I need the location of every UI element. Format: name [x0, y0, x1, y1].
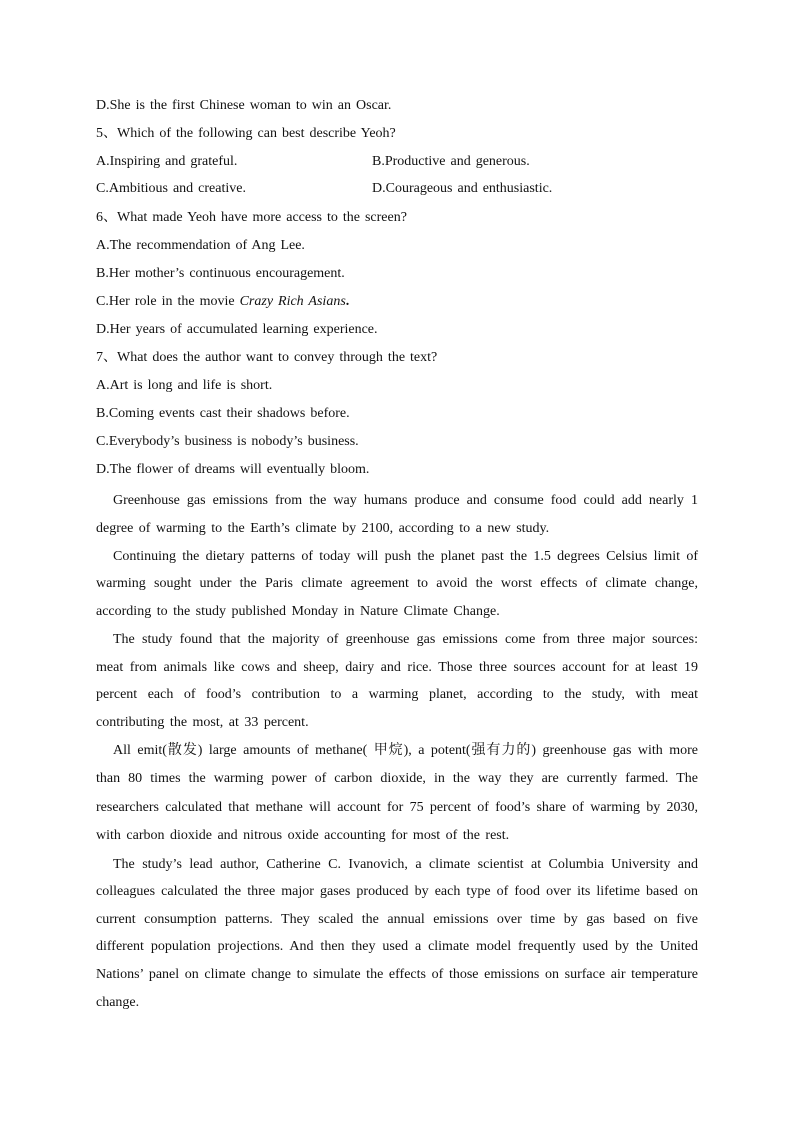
passage-paragraph-4-text: All emit(散发) large amounts of methane( 甲烷), a potent(强有力的) greenhouse gas with more than 80 times the warming power of carbon dioxide, in the way they are currently farmed. The researchers calculated that methane will account for 75 percent of food’s share of warming by 2030, with carbon dioxide and nitrous oxide accounting for most of the rest.	[96, 743, 698, 843]
q6-option-d: D.Her years of accumulated learning experience.	[96, 322, 378, 337]
q6-option-b: B.Her mother’s continuous encouragement.	[96, 266, 345, 281]
passage-paragraph-5-text: The study’s lead author, Catherine C. Ivanovich, a climate scientist at Columbia University and colleagues calculated the three major gases produced by each type of food over its lifetime based on current consumption patterns. They scaled the annual emissions over time by gas based on five different population projections. And then they used a climate model frequently used by the United Nations’ panel on climate change to simulate the effects of those emissions on surface air temperature change.	[96, 856, 698, 1010]
q6-option-c-prefix: C.Her role in the movie	[96, 294, 240, 309]
q6-option-c-suffix: .	[345, 294, 350, 309]
q5-option-c: C.Ambitious and creative.	[96, 181, 246, 196]
q6-option-c	[96, 291, 698, 319]
passage-paragraph-2-text: Continuing the dietary patterns of today will push the planet past the 1.5 degrees Celsius limit of warming sought under the Paris climate agreement to avoid the worst effects of climate change, according to the study published Monday in Nature Climate Change.	[96, 548, 698, 619]
q5-option-d: D.Courageous and enthusiastic.	[372, 181, 553, 196]
q6-option-c-movie-title: Crazy Rich Asians	[239, 294, 346, 309]
q7-option-d: D.The flower of dreams will eventually bloom.	[96, 462, 370, 477]
q7-option-c: C.Everybody’s business is nobody’s business.	[96, 434, 359, 449]
passage-paragraph-5	[96, 851, 698, 1017]
q4-option-d: D.She is the first Chinese woman to win an Oscar.	[96, 98, 392, 113]
document-page	[96, 95, 698, 1017]
q5-options-row-1	[96, 151, 698, 178]
q7-question: 7、What does the author want to convey through the text?	[96, 350, 438, 365]
q5-option-b: B.Productive and generous.	[372, 154, 530, 169]
q5-options-row-2	[96, 178, 698, 207]
passage-paragraph-1-text: Greenhouse gas emissions from the way humans produce and consume food could add nearly 1 degree of warming to the Earth’s climate by 2100, according to a new study.	[96, 493, 698, 536]
q6-question: 6、What made Yeoh have more access to the screen?	[96, 210, 407, 225]
q7-option-a: A.Art is long and life is short.	[96, 378, 273, 393]
passage-paragraph-2	[96, 543, 698, 626]
q5-option-a: A.Inspiring and grateful.	[96, 154, 238, 169]
q7-option-b: B.Coming events cast their shadows before.	[96, 406, 350, 421]
passage-paragraph-4	[96, 737, 698, 850]
q5-question: 5、Which of the following can best describe Yeoh?	[96, 126, 396, 141]
q6-option-a: A.The recommendation of Ang Lee.	[96, 238, 305, 253]
passage-paragraph-3-text: The study found that the majority of greenhouse gas emissions come from three major sources: meat from animals like cows and sheep, dairy and rice. Those three sources account for at least 19 percent each of food’s contribution to a warming planet, according to the study, with meat contributing the most, at 33 percent.	[96, 632, 698, 730]
passage-paragraph-1	[96, 487, 698, 542]
passage-paragraph-3	[96, 626, 698, 736]
